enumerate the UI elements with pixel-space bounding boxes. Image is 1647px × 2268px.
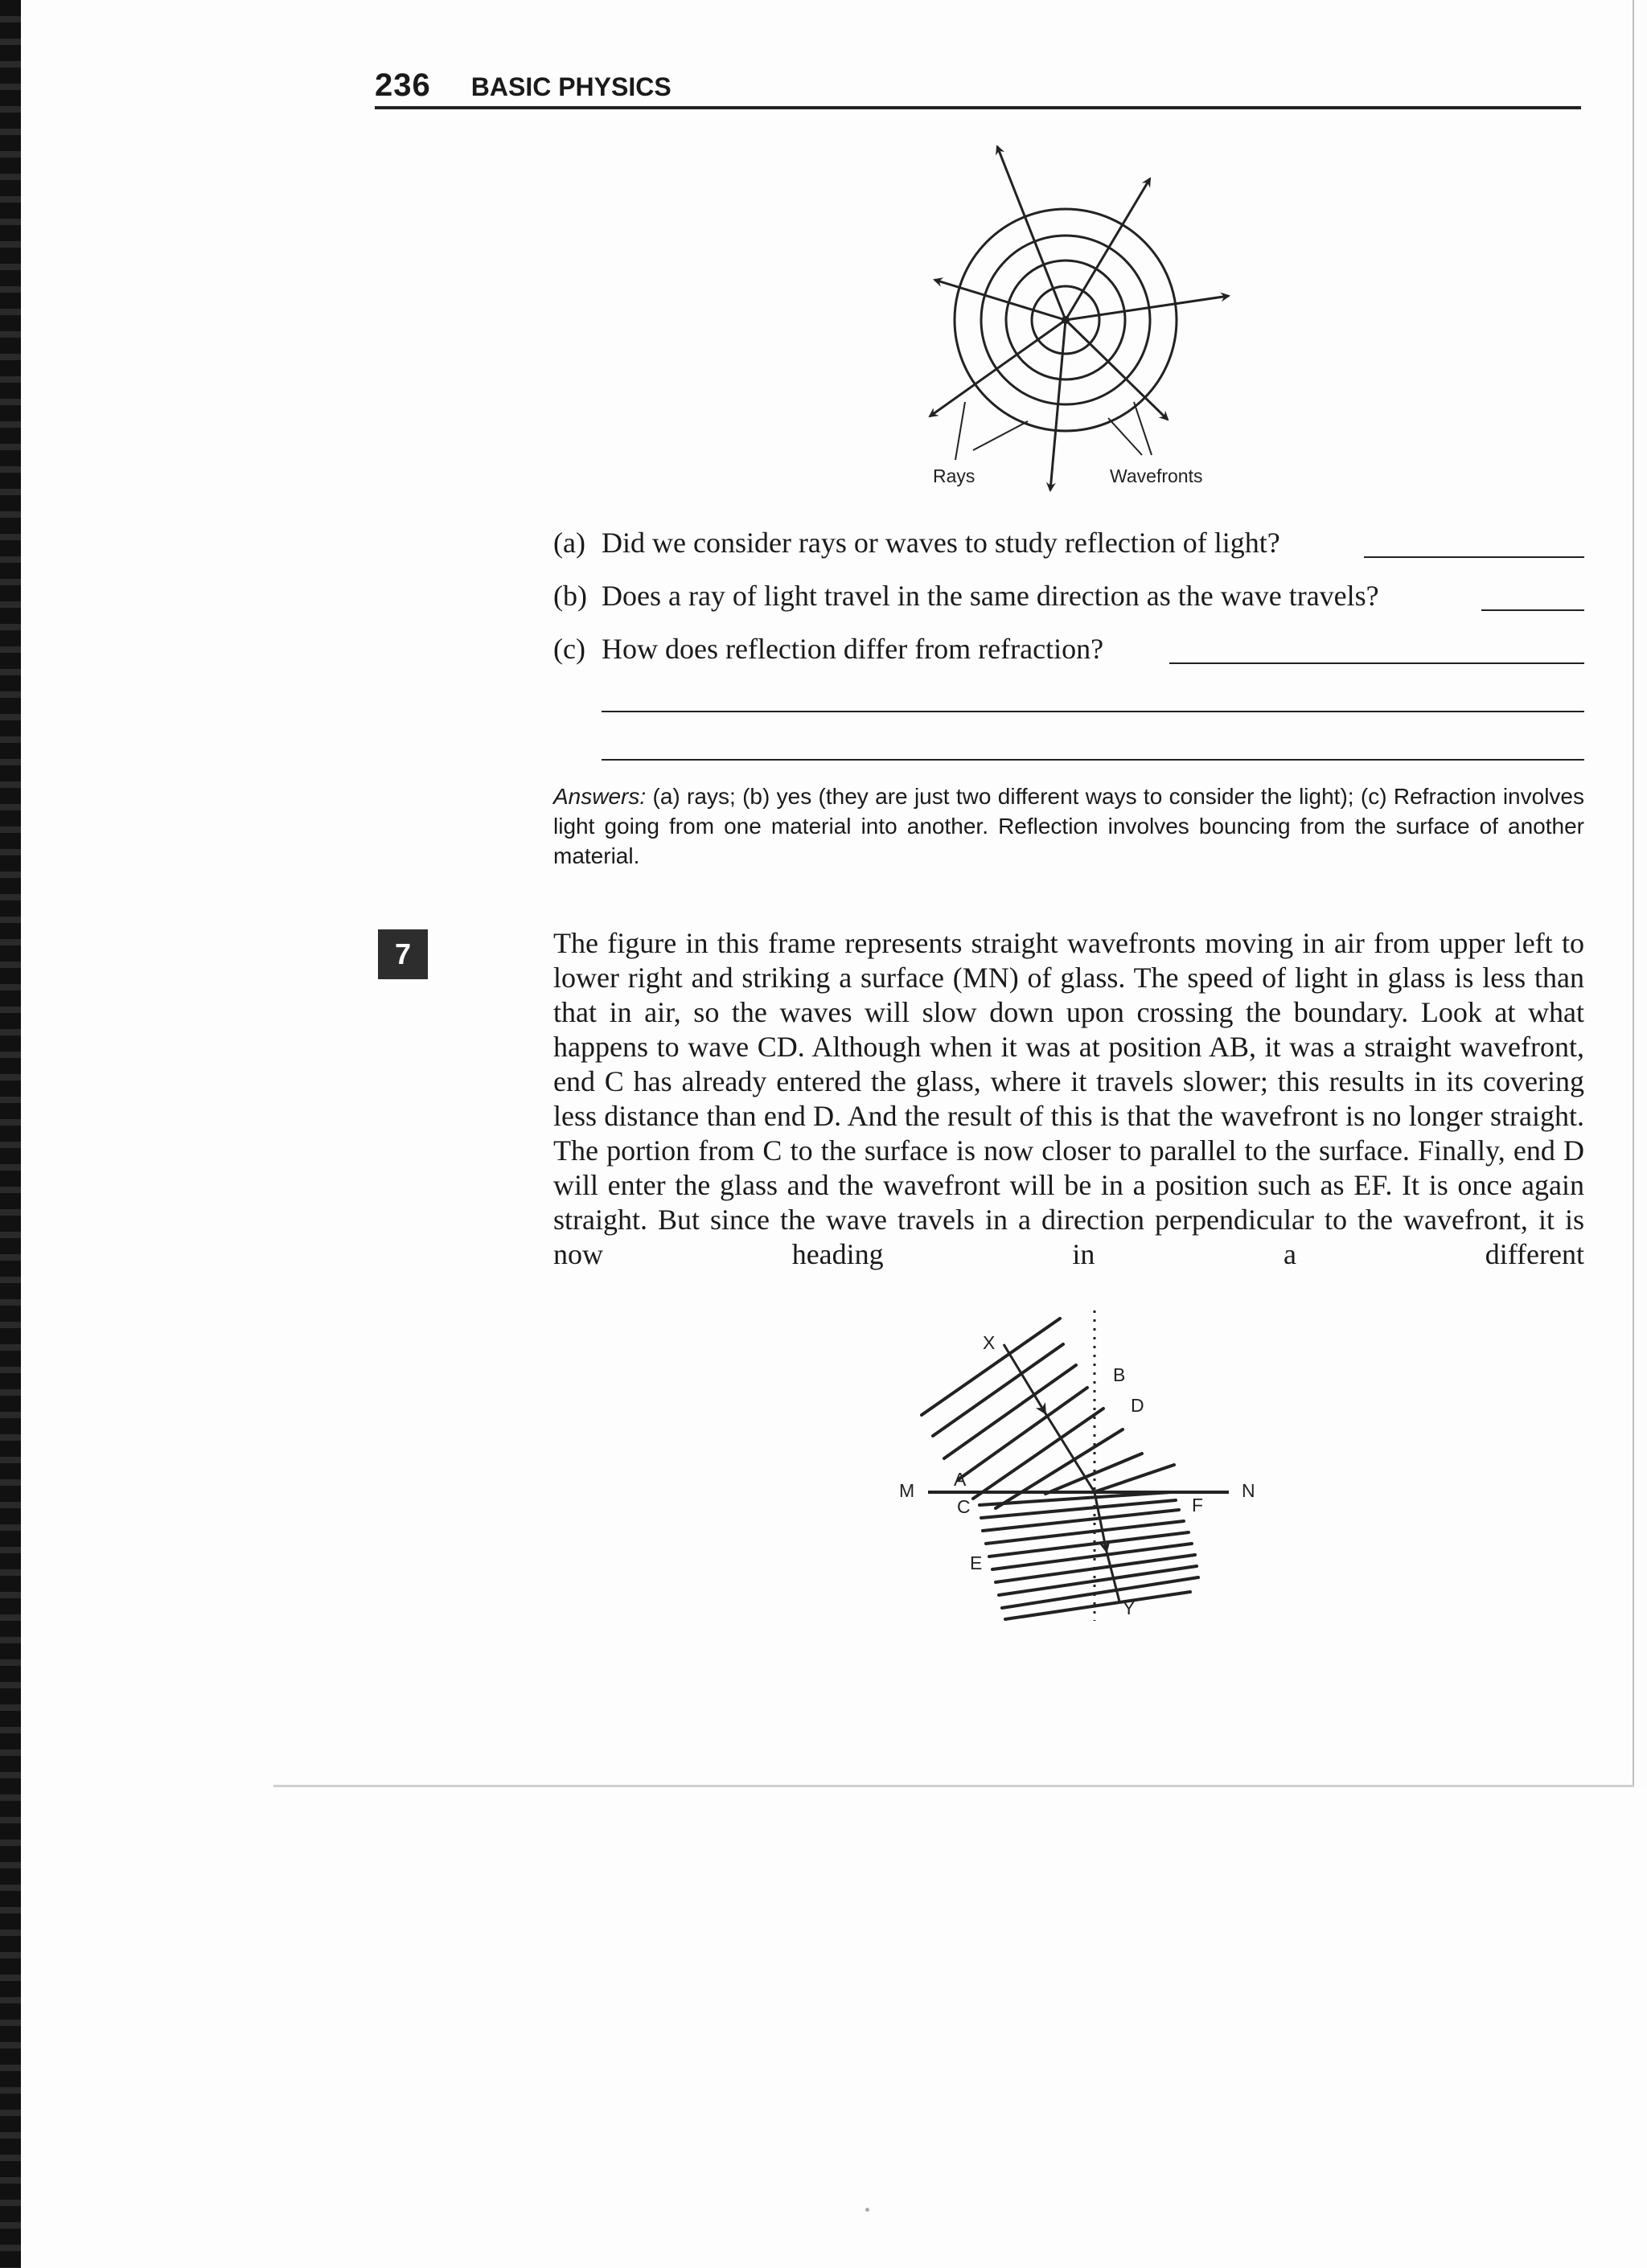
question-letter: (a) <box>553 527 585 559</box>
answer-line-c-extra <box>602 711 1584 712</box>
answers-label: Answers: <box>553 784 647 809</box>
rays-label: Rays <box>933 465 975 486</box>
rays-leader-line <box>955 402 965 460</box>
label-b: B <box>1113 1364 1126 1385</box>
refracted-wavefront <box>983 1510 1179 1531</box>
question-text: Does a ray of light travel in the same direction as the wave travels? <box>602 580 1379 612</box>
wavefronts-label: Wavefronts <box>1110 465 1203 486</box>
refracted-wavefront <box>1002 1577 1198 1608</box>
label-m: M <box>899 1480 915 1501</box>
label-d: D <box>1131 1395 1144 1416</box>
answer-line-b <box>1481 609 1584 611</box>
question-item <box>553 579 1584 632</box>
answer-line-c <box>1169 662 1584 664</box>
refracted-wavefront <box>1005 1592 1190 1619</box>
question-letter: (c) <box>553 633 585 665</box>
running-head <box>375 68 1581 104</box>
wavefronts-leader-line <box>1134 402 1152 455</box>
refracted-wavefront <box>986 1521 1184 1544</box>
refracted-wavefront <box>992 1544 1192 1569</box>
answers-text: (a) rays; (b) yes (they are just two different ways to consider the light); (c) Refraction involves light going from one material into another. Reflection involves bouncing from the surface of another material. <box>553 784 1584 868</box>
question-item <box>553 632 1584 685</box>
question-text: How does reflection differ from refraction? <box>602 633 1104 665</box>
scan-binding-edge <box>0 0 21 2268</box>
frame-body-text: The figure in this frame represents straight wavefronts moving in air from upper left to lower right and striking a surface (MN) of glass. The speed of light in glass is less than that in air, so the waves will slow down upon crossing the boundary. Look at what happens to wave CD. Although when it was at position AB, it was a straight wavefront, end C has already entered the glass, where it travels slower; this results in its covering less distance than end D. And the result of this is that the wavefront is no longer straight. The portion from C to the surface is now closer to parallel to the surface. Finally, end D will enter the glass and the wavefront will be in a position such as EF. It is once again straight. But since the wave travels in a direction perpendicular to the wavefront, it is now heading in a different <box>553 927 1584 1270</box>
scan-speck <box>865 2208 869 2212</box>
header-rule <box>375 106 1581 109</box>
label-a: A <box>954 1469 967 1490</box>
question-list <box>553 526 1584 685</box>
answer-line-a <box>1364 556 1584 558</box>
ray-arrow <box>1066 320 1168 420</box>
label-y: Y <box>1123 1597 1136 1618</box>
ray-arrow <box>1066 178 1150 320</box>
label-x: X <box>983 1332 996 1353</box>
label-n: N <box>1242 1480 1255 1501</box>
running-title: BASIC PHYSICS <box>470 72 672 101</box>
refracted-wavefront <box>999 1566 1197 1595</box>
ray-arrow <box>997 146 1066 320</box>
page-number: 236 <box>375 68 431 103</box>
question-text: Did we consider rays or waves to study reflection of light? <box>602 527 1280 559</box>
refraction-figure <box>885 1302 1271 1632</box>
label-c: C <box>957 1496 971 1517</box>
refracted-wavefront <box>989 1532 1189 1556</box>
question-item <box>553 526 1584 579</box>
rays-leader-line <box>973 421 1028 450</box>
wavefronts-leader-line <box>1108 418 1142 455</box>
page-bottom-edge <box>273 1785 1634 1787</box>
answers-block <box>553 781 1584 871</box>
label-f: F <box>1192 1495 1204 1515</box>
answer-line-c-extra <box>602 759 1584 761</box>
scanner-bed-area <box>21 1788 1647 2268</box>
frame-number-badge: 7 <box>378 929 428 979</box>
rays-wavefronts-figure <box>885 129 1255 498</box>
book-page <box>21 0 1634 1786</box>
question-letter: (b) <box>553 580 587 612</box>
label-e: E <box>970 1552 983 1573</box>
